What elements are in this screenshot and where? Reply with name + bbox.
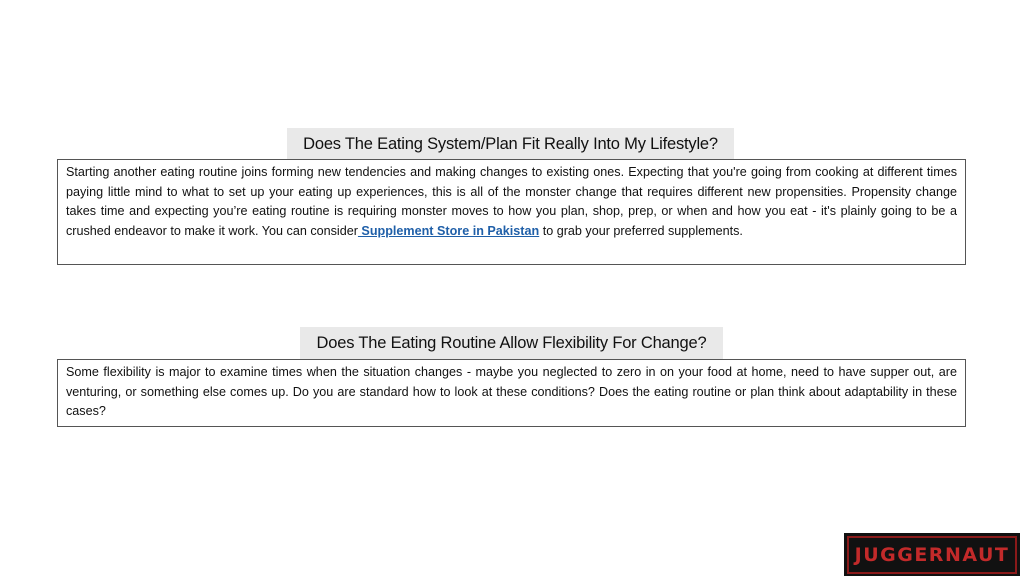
paragraph-text: Starting another eating routine joins forming new tendencies and making changes to existing ones. Expecting that you're going from cooking at different times paying little mind to what to set up your eating up experiences, this is all of the monster change that requires different new propensities. Propensity change takes time and expecting you’re eating routine is requiring monster moves to how you plan, shop, prep, or when and how you eat - it's plainly going to be a crushed endeavor to make it work. You can consider <box>66 165 957 238</box>
supplement-store-link[interactable]: Supplement Store in Pakistan <box>357 223 540 238</box>
logo-frame <box>847 536 1018 574</box>
section-heading-lifestyle: Does The Eating System/Plan Fit Really Into My Lifestyle? <box>287 128 734 160</box>
section-text-box-flexibility <box>57 359 966 427</box>
paragraph-text-end: to grab your preferred supplements. <box>539 223 743 238</box>
paragraph-text: Some flexibility is major to examine times when the situation changes - maybe you neglected to zero in on your food at home, need to have supper out, are venturing, or something else comes up. Do you are standard how to look at these conditions? Does the eating routine or plan think about adaptability in these cases? <box>66 365 957 418</box>
section-text-box-lifestyle <box>57 159 966 265</box>
logo-wordmark: JUGGERNAUT <box>854 543 1010 566</box>
section-heading-flexibility: Does The Eating Routine Allow Flexibility For Change? <box>300 327 723 359</box>
juggernaut-logo <box>844 533 1020 576</box>
